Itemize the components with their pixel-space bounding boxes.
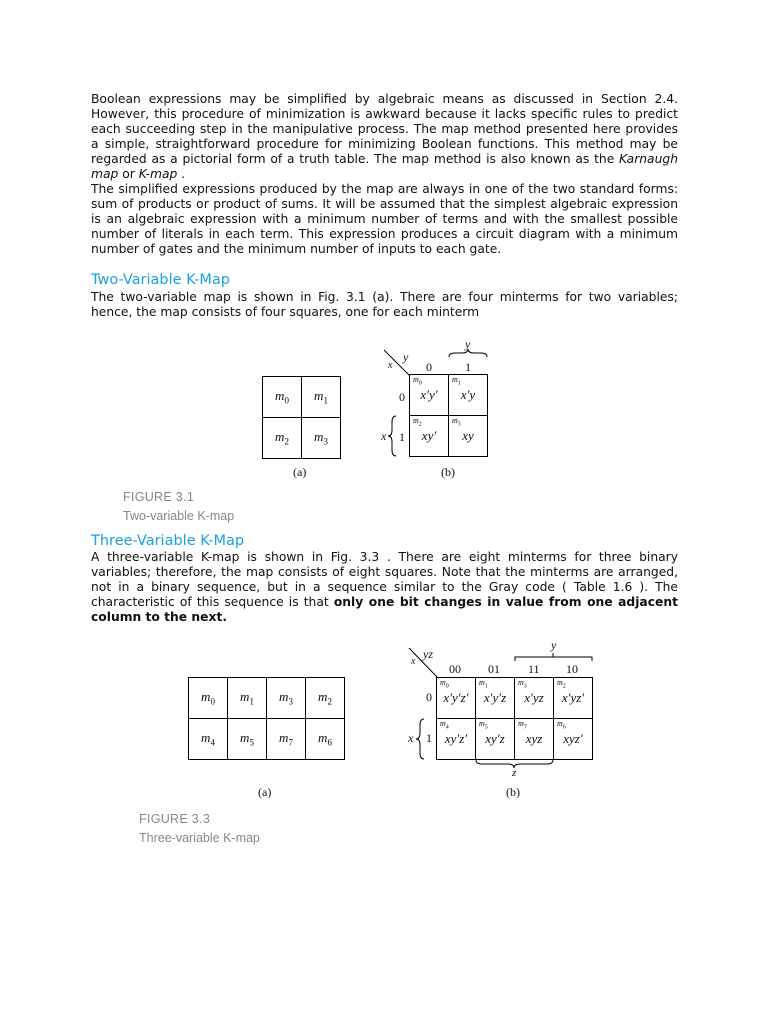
fig33b-cell: $m_3$ x′yz [515, 678, 554, 719]
fig33a-cell: $m_5$ [228, 719, 267, 760]
fig31b-col-var: y [403, 350, 409, 364]
fig31a-sublabel: (a) [293, 465, 307, 479]
fig33b-cell: $m_4$ xy′z′ [437, 719, 476, 760]
fig31b-col-brace [449, 349, 487, 357]
figure-3-1-caption: Two-variable K-map [123, 509, 235, 523]
fig31b-row-brace [388, 416, 396, 456]
fig31a-cell: $m_1$ [302, 377, 341, 418]
fig33a-cell: $m_6$ [306, 719, 345, 760]
fig31b-col-head-0: 0 [426, 360, 432, 374]
fig31b-diagonal [384, 350, 410, 376]
fig31a-cell: $m_3$ [302, 418, 341, 459]
figure-3-3-number: FIGURE 3.3 [139, 812, 211, 826]
k-map-term: K-map [138, 167, 178, 182]
fig31b-cell: $m_3$ xy [449, 416, 488, 457]
fig31b-row-head-0: 0 [399, 390, 405, 404]
fig31a-cell: $m_2$ [263, 418, 302, 459]
fig33b-cell: $m_5$ xy′z [476, 719, 515, 760]
fig33b-row-brace [416, 719, 424, 759]
fig33b-col-brace-label: y [551, 638, 557, 652]
intro-or: or [118, 167, 139, 182]
fig33b-col-head-1: 01 [488, 662, 500, 676]
fig33a-cell: $m_7$ [267, 719, 306, 760]
fig33a-cell: $m_1$ [228, 678, 267, 719]
fig33a-cell: $m_4$ [189, 719, 228, 760]
three-variable-text-plain: A three-variable K-map is shown in Fig. 3.3 . There are eight minterms for three binary variables; therefore, the map consists of eight squares. Note that the minterms are arranged, not in a binary sequence, but in a sequence similar to the Gray code ( Table 1.6 ). The characteristic of this sequence is that [91, 550, 678, 610]
two-variable-heading: Two-Variable K-Map [91, 272, 230, 288]
fig33a-sublabel: (a) [258, 785, 272, 799]
fig33b-row-brace-label: x [408, 731, 414, 745]
fig33b-sublabel: (b) [506, 785, 520, 799]
fig33a-cell: $m_2$ [306, 678, 345, 719]
fig33a-cell: $m_3$ [267, 678, 306, 719]
fig31a-cell: $m_0$ [263, 377, 302, 418]
fig33a-cell: $m_0$ [189, 678, 228, 719]
fig33b-diagonal [409, 648, 437, 677]
intro-p1-end: . [177, 167, 186, 182]
intro-p1-text: Boolean expressions may be simplified by algebraic means as discussed in Section 2.4. However, this procedure of minimization is awkward because it lacks specific rules to predict each succeeding step in the manipulative process. The map method presented here provides a simple, straightforward procedure for minimizing Boolean functions. This method may be regarded as a pictorial form of a truth table. The map method is also known as the [91, 92, 678, 167]
fig33b-cell: $m_1$ x′y′z [476, 678, 515, 719]
karnaugh-map-term: Karnaugh map [91, 152, 678, 182]
three-variable-text-bold: only one bit changes in value from one adjacent column to the next. [91, 595, 678, 625]
fig33b-bottom-brace-label: z [512, 767, 517, 779]
fig31b-cell: $m_1$ x′y [449, 375, 488, 416]
fig31b-col-brace-label: y [465, 337, 471, 351]
fig33b-col-head-0: 00 [449, 662, 461, 676]
fig31b-sublabel: (b) [441, 465, 455, 479]
figure-3-1-number: FIGURE 3.1 [123, 490, 195, 504]
intro-paragraph-2: The simplified expressions produced by the map are always in one of the two standard forms: sum of products or product of sums. It will be assumed that the simplest algebraic expression is an algebraic expression with a minimum number of terms and with the smallest possible number of literals in each term. This expression produces a circuit diagram with a minimum number of gates and the minimum number of inputs to each gate. [91, 182, 678, 257]
fig33b-col-head-3: 10 [566, 662, 578, 676]
fig31b-row-head-1: 1 [399, 430, 405, 444]
fig33b-cell: $m_0$ x′y′z′ [437, 678, 476, 719]
fig33b-col-head-2: 11 [528, 662, 540, 676]
fig31b-cell: $m_2$ xy′ [410, 416, 449, 457]
fig33b-col-var: yz [423, 647, 433, 661]
fig33b-row-var: x [411, 656, 416, 667]
fig33b-col-brace [515, 653, 592, 661]
fig33b-row-head-0: 0 [426, 690, 432, 704]
fig31b-row-brace-label: x [381, 429, 387, 443]
fig33b-bottom-brace [476, 760, 553, 768]
figure-3-3-caption: Three-variable K-map [139, 831, 260, 845]
fig33b-cell: $m_7$ xyz [515, 719, 554, 760]
fig31b-col-head-1: 1 [465, 360, 471, 374]
fig33b-cell: $m_6$ xyz′ [554, 719, 593, 760]
three-variable-heading: Three-Variable K-Map [91, 533, 245, 549]
fig31b-row-var: x [388, 360, 393, 371]
fig33b-row-head-1: 1 [426, 731, 432, 745]
fig33b-cell: $m_2$ x′yz′ [554, 678, 593, 719]
fig31b-cell: $m_0$ x′y′ [410, 375, 449, 416]
two-variable-text: The two-variable map is shown in Fig. 3.1 (a). There are four minterms for two variables; hence, the map consists of four squares, one for each minterm [91, 290, 678, 320]
